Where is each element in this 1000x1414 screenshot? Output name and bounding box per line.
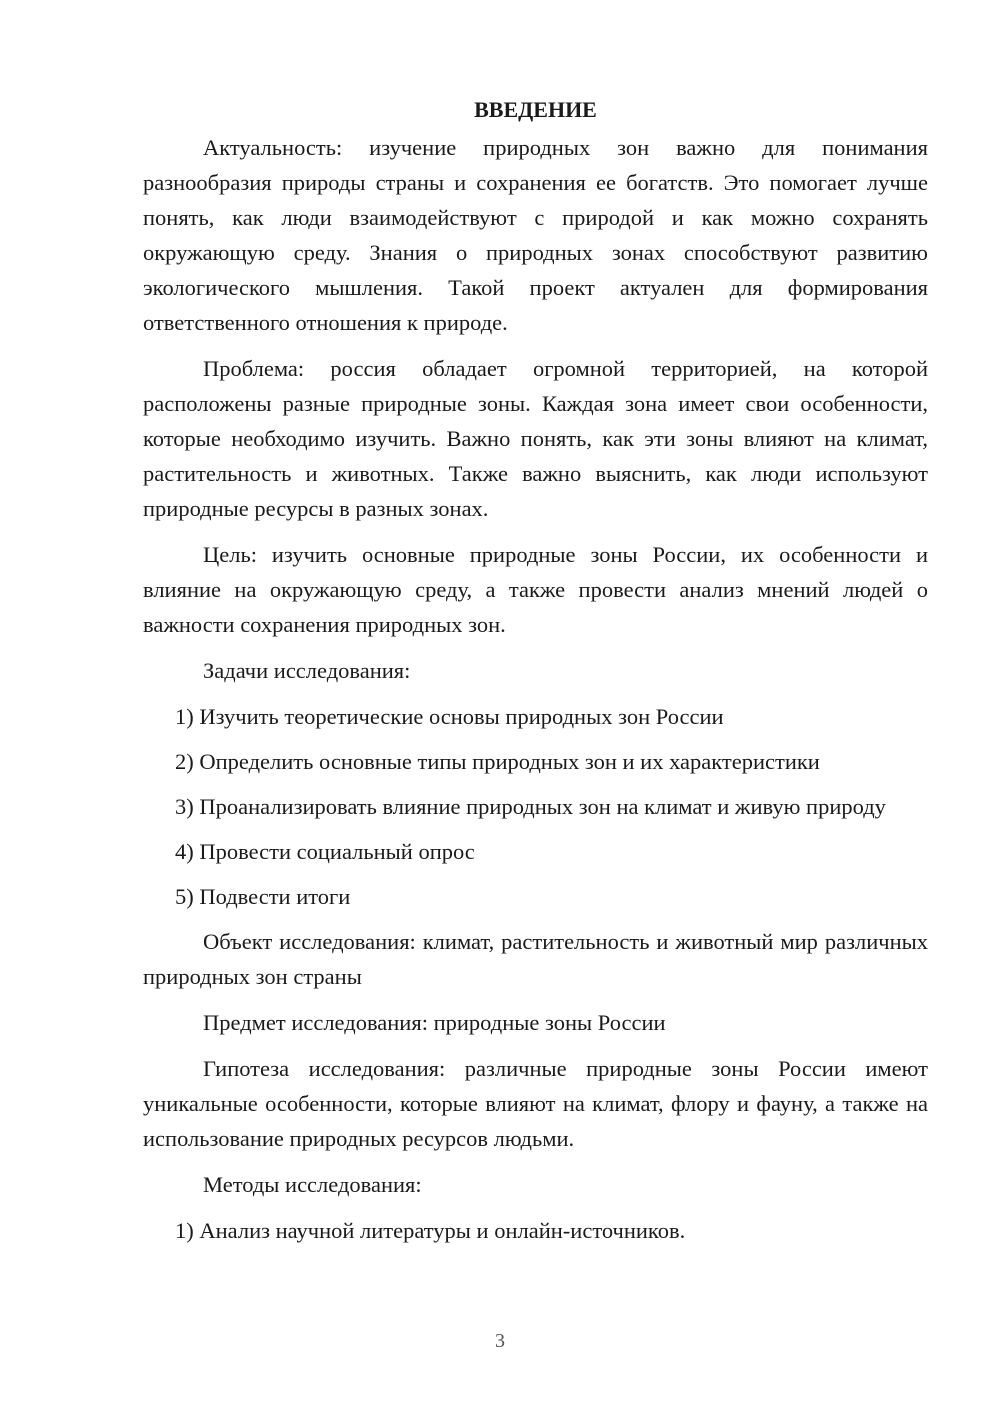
paragraph-problem: Проблема: россия обладает огромной территорией, на которой расположены разные природные зоны. Каждая зона имеет свои особенности, которые необходимо изучить. Важно понять, как эти зоны влияют на климат, растительность и животных. Также важно выяснить, как люди используют природные ресурсы в разных зонах. <box>143 356 928 521</box>
paragraph-goal: Цель: изучить основные природные зоны России, их особенности и влияние на окружающую среду, а также провести анализ мнений людей о важности сохранения природных зон. <box>143 542 928 637</box>
page-body <box>143 92 928 1258</box>
task-item: 5) Подвести итоги <box>175 884 351 909</box>
page-number: 3 <box>495 1330 505 1352</box>
task-item: 4) Провести социальный опрос <box>175 839 475 864</box>
method-item: 1) Анализ научной литературы и онлайн-источников. <box>175 1218 686 1243</box>
paragraph-object: Объект исследования: климат, растительность и животный мир различных природных зон страны <box>143 929 928 989</box>
task-item: 1) Изучить теоретические основы природных зон России <box>175 704 724 729</box>
section-title: ВВЕДЕНИЕ <box>474 97 597 122</box>
tasks-heading: Задачи исследования: <box>203 658 411 683</box>
methods-heading: Методы исследования: <box>203 1172 422 1197</box>
paragraph-hypothesis: Гипотеза исследования: различные природные зоны России имеют уникальные особенности, которые влияют на климат, флору и фауну, а также на использование природных ресурсов людьми. <box>143 1056 928 1151</box>
paragraph-subject: Предмет исследования: природные зоны России <box>203 1010 666 1035</box>
paragraph-relevance: Актуальность: изучение природных зон важно для понимания разнообразия природы страны и сохранения ее богатств. Это помогает лучше понять, как люди взаимодействуют с природой и как можно сохранять окружающую среду. Знания о природных зонах способствуют развитию экологического мышления. Такой проект актуален для формирования ответственного отношения к природе. <box>143 135 928 335</box>
task-item: 3) Проанализировать влияние природных зон на климат и живую природу <box>175 794 886 819</box>
task-item: 2) Определить основные типы природных зон и их характеристики <box>175 749 820 774</box>
